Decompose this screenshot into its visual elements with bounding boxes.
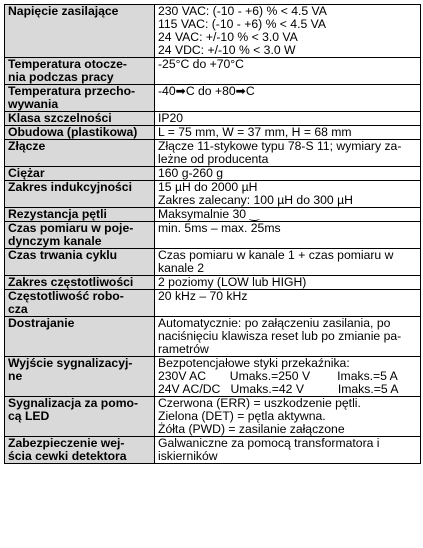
parameter-value-line: rametrów: [158, 342, 209, 356]
parameter-label-cell: [5, 276, 155, 290]
parameter-value-line: 20 kHz – 70 kHz: [158, 289, 248, 303]
parameter-value-line: naciśnięciu klawisza reset lub po zmianie pa-: [158, 329, 402, 343]
parameter-label-line: Częstotliwość robo-: [8, 289, 124, 303]
parameter-value-line: 230 VAC: (-10 - +6) % < 4.5 VA: [158, 4, 327, 18]
parameter-value-cell: [155, 437, 421, 464]
table-row: [5, 208, 421, 222]
table-row: [5, 126, 421, 140]
parameter-label-line: cza: [8, 302, 28, 316]
table-row: [5, 357, 421, 397]
parameter-value-cell: [155, 140, 421, 167]
parameter-label-cell: [5, 290, 155, 317]
parameter-value-line: min. 5ms – max. 25ms: [158, 221, 281, 235]
parameter-label-cell: [5, 126, 155, 140]
parameter-label-line: Napięcie zasilające: [8, 4, 119, 18]
parameter-label-cell: [5, 85, 155, 112]
parameter-value-line: leżne od producenta: [158, 152, 269, 166]
parameter-label-line: ścia cewki detektora: [8, 449, 127, 463]
parameter-value-line: 24 VDC: +/-10 % < 3.0 W: [158, 43, 296, 57]
parameter-label-cell: [5, 167, 155, 181]
parameter-label-cell: [5, 317, 155, 357]
parameter-value-line: 115 VAC: (-10 - +6) % < 4.5 VA: [158, 17, 326, 31]
parameter-label-line: Złącze: [8, 139, 46, 153]
parameter-value-cell: [155, 222, 421, 249]
parameter-value-line: -40➡C do +80➡C: [158, 84, 255, 98]
parameter-value-line: Zielona (DET) = pętla aktywna.: [158, 409, 326, 423]
parameter-label-line: Czas trwania cyklu: [8, 248, 118, 262]
parameter-value-line: Złącze 11-stykowe typu 78-S 11; wymiary za-: [158, 139, 402, 153]
parameter-value-line: 2 poziomy (LOW lub HIGH): [158, 275, 307, 289]
parameter-value-line: Automatycznie: po załączeniu zasilania, po: [158, 316, 391, 330]
parameter-value-cell: [155, 181, 421, 208]
parameter-label-cell: [5, 249, 155, 276]
table-row: [5, 167, 421, 181]
table-row: [5, 249, 421, 276]
table-row: [5, 140, 421, 167]
parameter-label-cell: [5, 140, 155, 167]
table-row: [5, 5, 421, 58]
table-row: [5, 181, 421, 208]
parameter-value-cell: [155, 58, 421, 85]
parameter-value-line: -25°C do +70°C: [158, 57, 244, 71]
parameter-value-line: Zakres zalecany: 100 µH do 300 µH: [158, 193, 353, 207]
parameter-label-cell: [5, 357, 155, 397]
table-row: [5, 276, 421, 290]
parameter-label-line: Rezystancja pętli: [8, 207, 107, 221]
parameter-label-cell: [5, 437, 155, 464]
parameter-label-line: wywania: [8, 97, 59, 111]
parameter-value-cell: [155, 85, 421, 112]
table-row: [5, 290, 421, 317]
parameter-value-line: Bezpotencjałowe styki przekaźnika:: [158, 356, 350, 370]
parameter-label-line: Obudowa (plastikowa): [8, 125, 138, 139]
parameter-value-cell: [155, 112, 421, 126]
parameter-value-line: 160 g-260 g: [158, 166, 224, 180]
parameter-value-line: Czas pomiaru w kanale 1 + czas pomiaru w: [158, 248, 394, 262]
parameter-value-cell: [155, 357, 421, 397]
parameter-label-cell: [5, 222, 155, 249]
table-row: [5, 397, 421, 437]
table-row: [5, 317, 421, 357]
parameter-value-line: IP20: [158, 111, 184, 125]
parameter-value-cell: [155, 290, 421, 317]
table-row: [5, 85, 421, 112]
parameter-value-line: L = 75 mm, W = 37 mm, H = 68 mm: [158, 125, 352, 139]
parameter-value-line: kanale 2: [158, 261, 205, 275]
specification-table: [4, 4, 421, 464]
parameter-value-line: Czerwona (ERR) = uszkodzenie pętli.: [158, 396, 361, 410]
parameter-label-line: Temperatura otocze-: [8, 57, 127, 71]
parameter-label-line: ne: [8, 369, 23, 383]
parameter-label-line: Sygnalizacja za pomo-: [8, 396, 139, 410]
parameter-label-line: Zakres częstotliwości: [8, 275, 134, 289]
parameter-label-line: Zabezpieczenie wej-: [8, 436, 125, 450]
parameter-label-line: Ciężar: [8, 166, 45, 180]
parameter-value-cell: [155, 126, 421, 140]
spec-table-container: [4, 4, 420, 464]
table-row: [5, 437, 421, 464]
parameter-label-cell: [5, 181, 155, 208]
parameter-label-cell: [5, 5, 155, 58]
parameter-value-line: 230V AC Umaks.=250 V Imaks.=5 A: [158, 369, 398, 383]
parameter-value-cell: [155, 397, 421, 437]
parameter-label-line: Wyjście sygnalizacyj-: [8, 356, 133, 370]
parameter-label-cell: [5, 58, 155, 85]
parameter-value-cell: [155, 208, 421, 222]
parameter-value-line: 15 µH do 2000 µH: [158, 180, 258, 194]
table-row: [5, 222, 421, 249]
specification-table-body: [5, 5, 421, 464]
parameter-value-line: Żółta (PWD) = zasilanie załączone: [158, 422, 345, 436]
parameter-label-line: Klasa szczelności: [8, 111, 112, 125]
parameter-label-line: cą LED: [8, 409, 50, 423]
parameter-label-line: Czas pomiaru w poje-: [8, 221, 134, 235]
parameter-label-line: Temperatura przecho-: [8, 84, 136, 98]
parameter-label-line: dynczym kanale: [8, 234, 102, 248]
parameter-label-cell: [5, 397, 155, 437]
parameter-value-line: Galwaniczne za pomocą transformatora i: [158, 436, 380, 450]
parameter-value-line: iskierników: [158, 449, 218, 463]
parameter-value-cell: [155, 167, 421, 181]
parameter-label-line: Dostrajanie: [8, 316, 75, 330]
parameter-value-cell: [155, 317, 421, 357]
parameter-value-line: Maksymalnie 30 ‿: [158, 207, 260, 221]
table-row: [5, 112, 421, 126]
parameter-value-cell: [155, 5, 421, 58]
parameter-label-cell: [5, 208, 155, 222]
parameter-label-line: Zakres indukcyjności: [8, 180, 132, 194]
table-row: [5, 58, 421, 85]
parameter-label-cell: [5, 112, 155, 126]
parameter-value-line: 24V AC/DC Umaks.=42 V Imaks.=5 A: [158, 382, 399, 396]
parameter-value-cell: [155, 276, 421, 290]
parameter-label-line: nia podczas pracy: [8, 70, 114, 84]
parameter-value-cell: [155, 249, 421, 276]
parameter-value-line: 24 VAC: +/-10 % < 3.0 VA: [158, 30, 298, 44]
